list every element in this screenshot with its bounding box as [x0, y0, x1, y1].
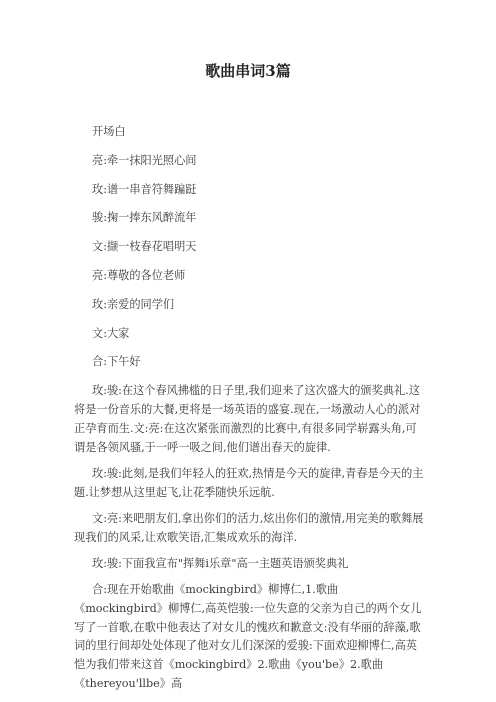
paragraph: 开场白	[92, 125, 126, 138]
paragraph: 合:下午好	[92, 355, 141, 369]
document-title: 歌曲串词3篇	[205, 62, 291, 80]
paragraph: 玫:亲爱的同学们	[92, 297, 175, 311]
paragraph: 文:大家	[92, 326, 130, 340]
paragraph: 亮:牵一抹阳光照心间	[92, 153, 197, 167]
paragraph: 文:撷一枝春花唱明天	[92, 240, 197, 254]
paragraph: 玫:骏:下面我宣布"挥舞i乐章"高一主题英语颁奖典礼	[92, 556, 349, 570]
document-body	[74, 123, 426, 701]
paragraph: 骏:掬一捧东风醉流年	[92, 211, 197, 225]
paragraph: 亮:尊敬的各位老师	[92, 268, 186, 282]
paragraph: 玫:骏:此刻,是我们年轻人的狂欢,热情是今天的旋律,青春是今天的主题.让梦想从这里起飞,让花季随快乐远航.	[74, 466, 424, 499]
paragraph: 玫:谱一串音符舞蹁跹	[92, 182, 197, 196]
paragraph: 玫:骏:在这个春风拂槛的日子里,我们迎来了这次盛大的颁奖典礼.这将是一份音乐的大餐,更将是一场英语的盛宴.现在,一场激动人心的派对正孕育而生.文:亮:在这次紧张而激烈的比赛中,有很多同学崭露头角,可谓是各领风骚,于一呼一吸之间,他们谱出春天的旋律.	[74, 384, 421, 454]
paragraph: 文:亮:来吧朋友们,拿出你们的活力,炫出你们的激情,用完美的歌舞展现我们的风采,让欢歌笑语,汇集成欢乐的海洋.	[74, 511, 424, 544]
paragraph: 合:现在开始歌曲《mockingbird》柳博仁,1.歌曲《mockingbird》柳博仁,高英恺骏:一位失意的父亲为自己的两个女儿写了一首歌,在歌中他表达了对女儿的愧疚和歉意文:没有华丽的辞藻,歌词的里行间却处处体现了他对女儿们深深的爱骏:下面欢迎柳博仁,高英恺为我们带来这首《mockingbird》2.歌曲《you'be》2.歌曲《thereyou'llbe》高	[74, 582, 422, 690]
